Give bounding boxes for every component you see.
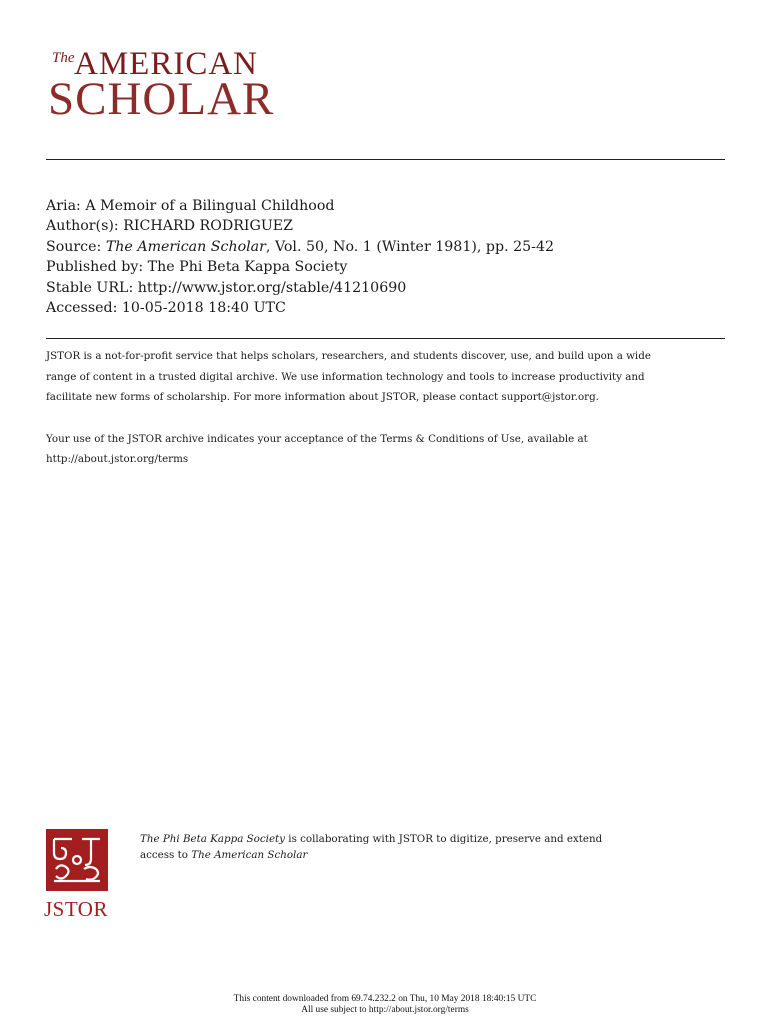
accessed-date: 10-05-2018 18:40 UTC — [121, 300, 286, 317]
logo-american: AMERICAN — [74, 46, 259, 82]
terms-link[interactable]: http://about.jstor.org/terms — [46, 453, 189, 466]
notice-line-1: JSTOR is a not-for-profit service that helps scholars, researchers, and students discover, use, and build upon a wide — [46, 350, 651, 362]
footer-line-1: This content downloaded from 69.74.232.2 on Thu, 10 May 2018 18:40:15 UTC — [233, 994, 537, 1004]
source-line: Source: The American Scholar, Vol. 50, No. 1 (Winter 1981), pp. 25-42 — [46, 238, 554, 255]
american-scholar-logo — [48, 44, 275, 125]
society-name: The Phi Beta Kappa Society — [140, 833, 285, 845]
jstor-notice — [46, 346, 736, 470]
jstor-logo-icon — [46, 829, 108, 891]
journal-name: The American Scholar — [191, 848, 308, 861]
top-divider — [46, 159, 725, 160]
author-name: RICHARD RODRIGUEZ — [123, 218, 293, 235]
source-journal: The American Scholar — [105, 238, 266, 255]
terms-line-1: Your use of the JSTOR archive indicates your acceptance of the Terms & Conditions of Use, available at — [46, 432, 588, 445]
publisher-name: The Phi Beta Kappa Society — [147, 259, 348, 276]
stable-url-link[interactable]: http://www.jstor.org/stable/41210690 — [137, 279, 407, 296]
jstor-wordmark: JSTOR — [44, 897, 108, 921]
stable-url-line: Stable URL: http://www.jstor.org/stable/41210690 — [46, 279, 407, 296]
download-footer — [0, 994, 770, 1016]
article-title: Aria: A Memoir of a Bilingual Childhood — [46, 198, 335, 214]
article-metadata — [46, 196, 554, 318]
logo-scholar: SCHOLAR — [48, 73, 275, 125]
notice-line-2: range of content in a trusted digital archive. We use information technology and tools to increase productivity and — [46, 370, 645, 383]
collaboration-statement: The Phi Beta Kappa Society is collaborating with JSTOR to digitize, preserve and extend access to The American Scholar — [140, 833, 603, 861]
footer-line-2: All use subject to http://about.jstor.org/terms — [301, 1005, 469, 1015]
notice-line-3: facilitate new forms of scholarship. For more information about JSTOR, please contact support@jstor.org. — [46, 391, 599, 404]
author-line: Author(s): RICHARD RODRIGUEZ — [46, 218, 293, 235]
logo-the: The — [52, 50, 75, 66]
publisher-line: Published by: The Phi Beta Kappa Society — [46, 259, 348, 276]
bottom-divider — [46, 338, 725, 339]
accessed-line: Accessed: 10-05-2018 18:40 UTC — [46, 300, 286, 317]
